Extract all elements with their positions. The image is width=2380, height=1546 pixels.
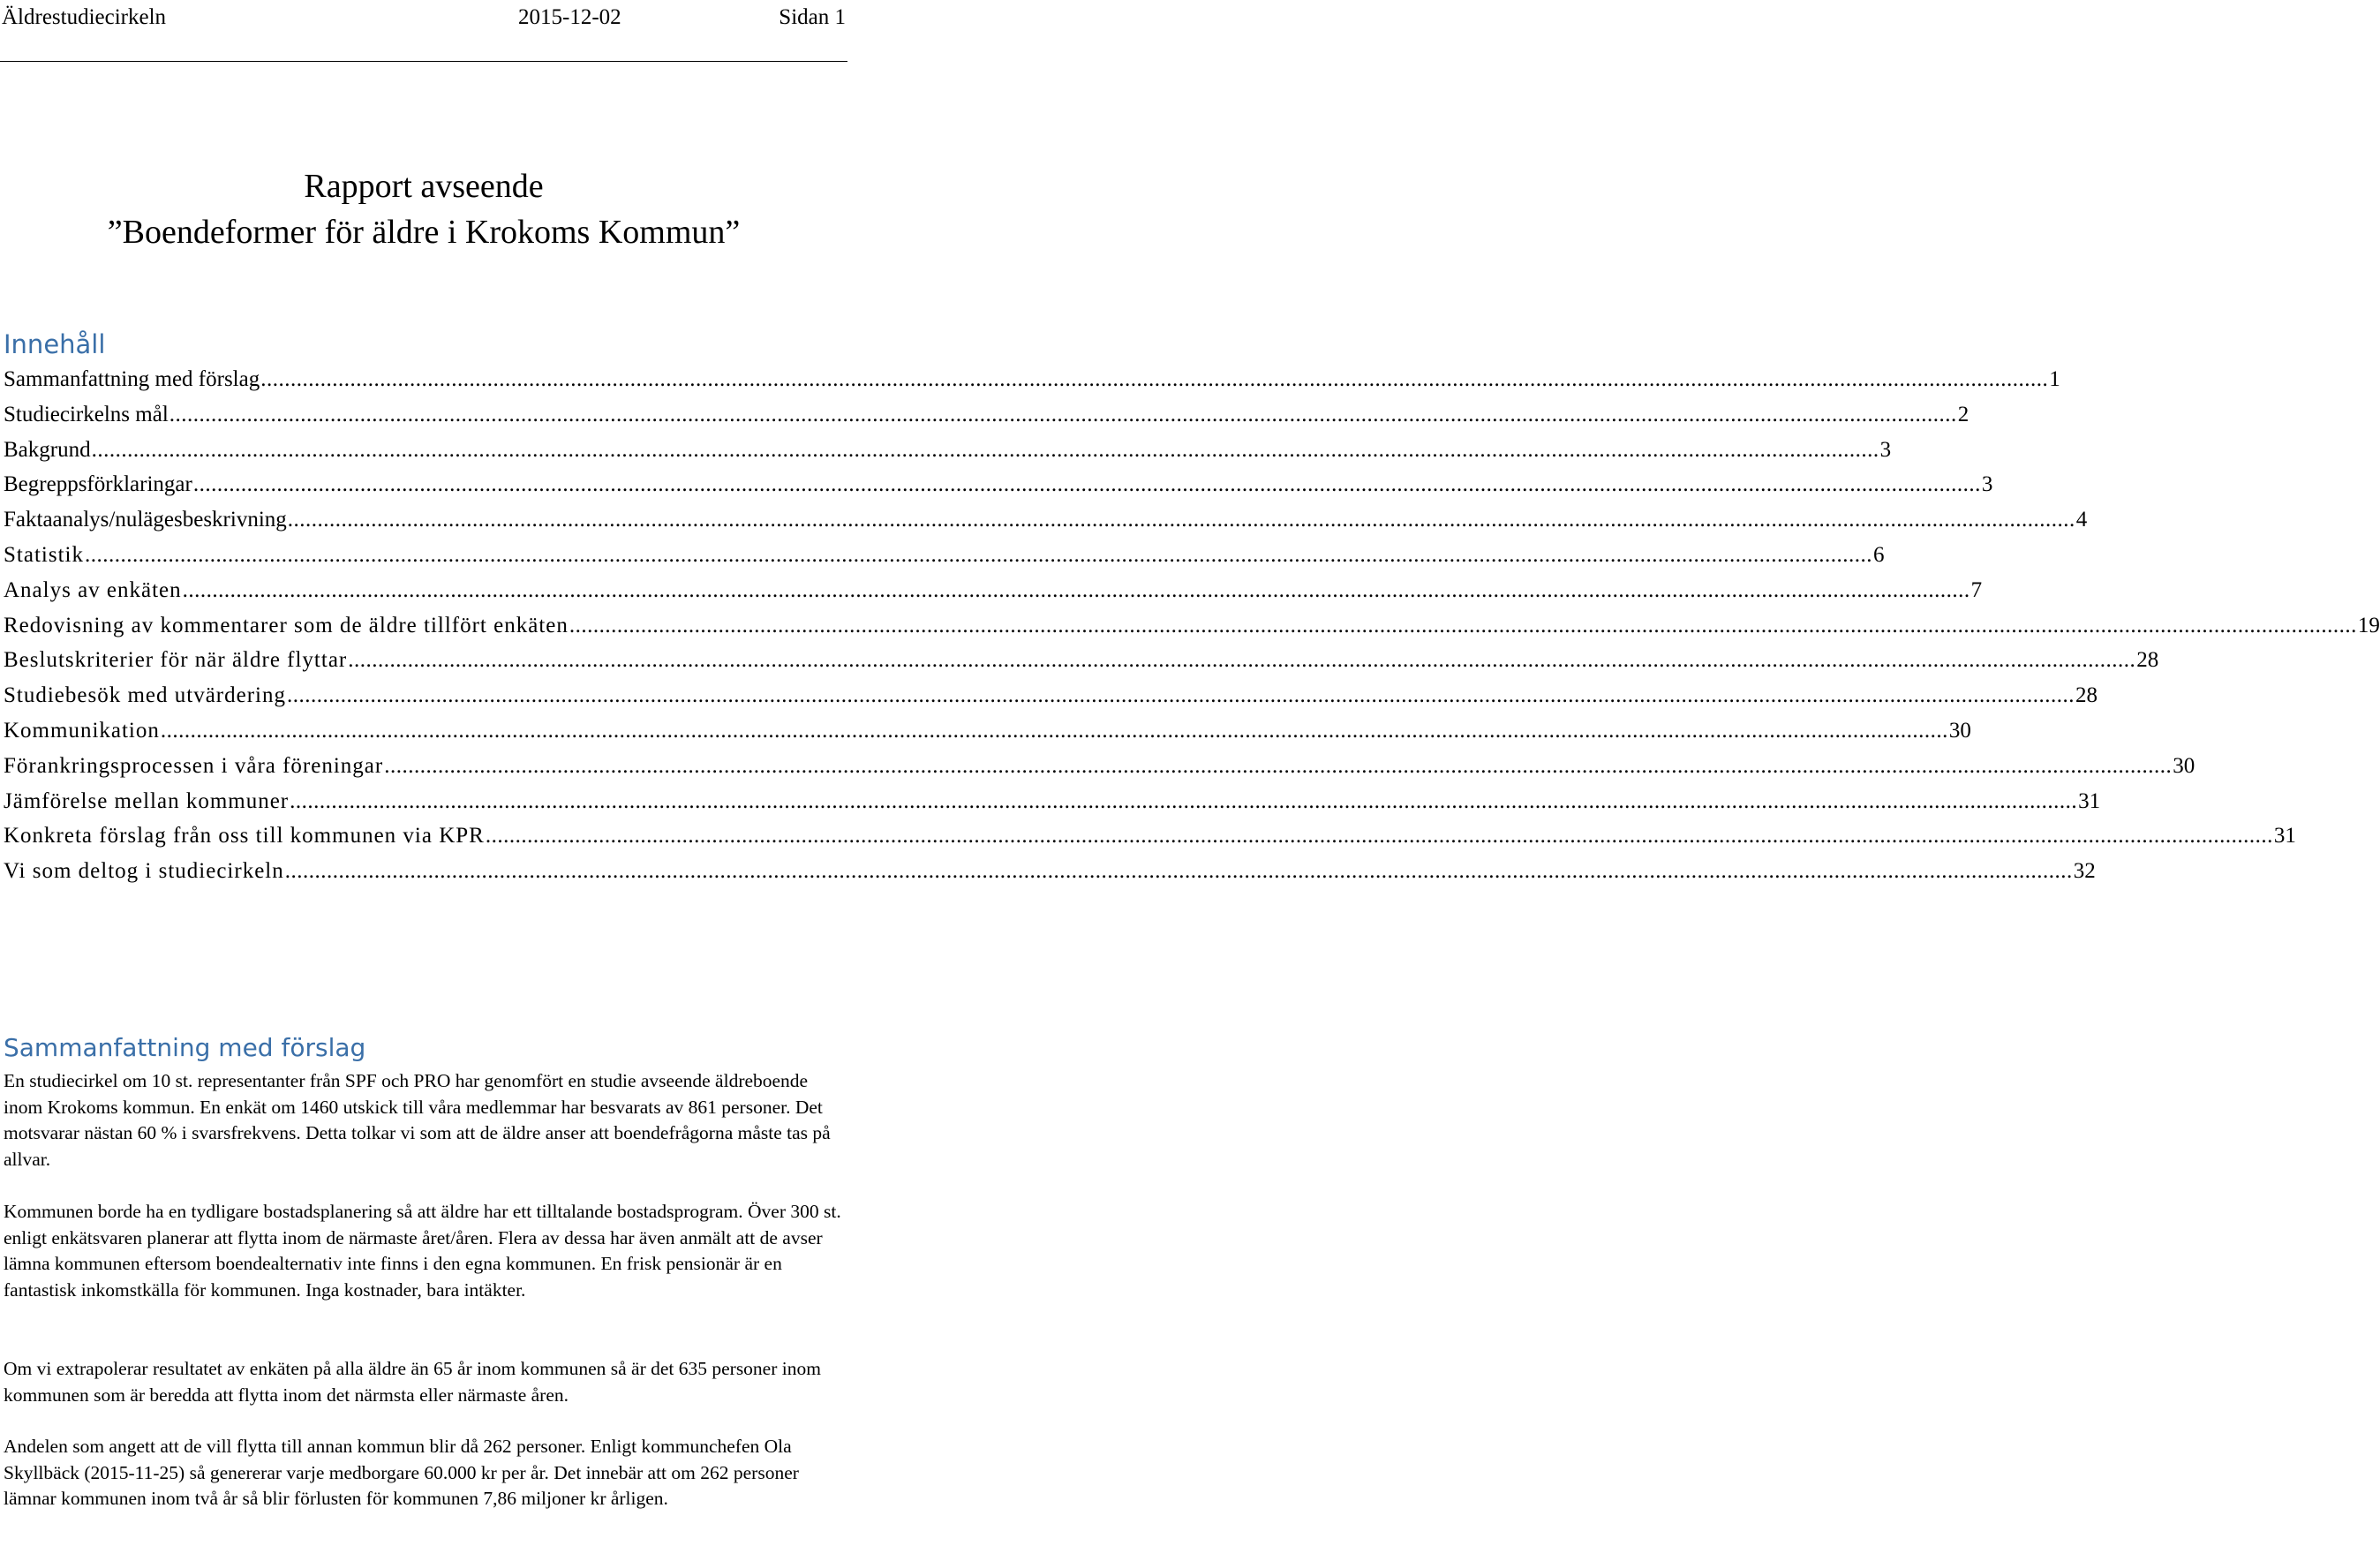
toc-entry-studiebesok[interactable]	[4, 678, 2098, 713]
toc-entry-page: 7	[1970, 577, 1983, 602]
toc-entry-label: Sammanfattning med förslag	[4, 367, 260, 391]
summary-paragraph-4	[4, 1434, 842, 1512]
toc-entry-bakgrund[interactable]	[4, 433, 1892, 468]
toc-leader-dots: ............................................................................................................................................................................................................................................................................................................	[287, 683, 2075, 708]
toc-leader-dots: ............................................................................................................................................................................................................................................................................................................	[260, 367, 2049, 391]
toc-entry-jamforelse[interactable]	[4, 784, 2101, 819]
toc-entry-page: 32	[2073, 859, 2096, 884]
toc-entry-page: 2	[1957, 402, 1970, 426]
toc-entry-begrepp[interactable]	[4, 467, 1993, 502]
toc-entry-page: 6	[1872, 542, 1885, 567]
toc-entry-forankring[interactable]	[4, 749, 2195, 784]
toc-entry-label: Studiebesök med utvärdering	[4, 683, 286, 708]
paragraph-text: Om vi extrapolerar resultatet av enkäten på alla äldre än 65 år inom kommunen så är det 635 personer inom kommunen som är beredda att flytta inom det närmsta eller närmaste åren.	[4, 1358, 821, 1406]
toc-leader-dots: ............................................................................................................................................................................................................................................................................................................	[284, 859, 2073, 884]
toc-entry-statistik[interactable]	[4, 538, 1885, 573]
toc-entry-label: Bakgrund	[4, 437, 91, 462]
toc-entry-faktaanalys[interactable]	[4, 502, 2088, 538]
toc-entry-page: 3	[1879, 437, 1892, 462]
toc-entry-page: 28	[2136, 648, 2159, 673]
toc-leader-dots: ............................................................................................................................................................................................................................................................................................................	[192, 472, 1981, 497]
toc-leader-dots: ............................................................................................................................................................................................................................................................................................................	[384, 753, 2173, 778]
paragraph-text: Kommunen borde ha en tydligare bostadsplanering så att äldre har ett tilltalande bostadsprogram. Över 300 st. enligt enkätsvaren planerar att flytta inom de närmaste året/åren. Flera av dessa har även anmält att de avser lämna kommunen eftersom boendealternativ inte finns i den egna kommunen. En frisk pensionär är en fantastisk inkomstkälla för kommunen. Inga kostnader, bara intäkter.	[4, 1201, 841, 1301]
toc-entry-mal[interactable]	[4, 397, 1970, 433]
toc-entry-page: 19	[2357, 613, 2380, 637]
toc-entry-sammanfattning[interactable]	[4, 362, 2060, 397]
summary-paragraph-2	[4, 1199, 842, 1303]
toc-entry-page: 4	[2075, 508, 2088, 532]
toc-leader-dots: ............................................................................................................................................................................................................................................................................................................	[182, 577, 1970, 602]
report-title-line2: ”Boendeformer för äldre i Krokoms Kommun”	[107, 214, 741, 251]
toc-entry-analys[interactable]	[4, 573, 1983, 608]
paragraph-text: En studiecirkel om 10 st. representanter från SPF och PRO har genomfört en studie avseende äldreboende inom Krokoms kommun. En enkät om 1460 utskick till våra medlemmar har besvarats av 861 personer. Det motsvarar nästan 60 % i svarsfrekvens. Detta tolkar vi som att de äldre anser att boendefrågorna måste tas på allvar.	[4, 1070, 831, 1170]
toc-entry-page: 31	[2273, 824, 2296, 848]
toc-entry-label: Beslutskriterier för när äldre flyttar	[4, 648, 348, 673]
toc-entry-kommentarer[interactable]	[4, 608, 2380, 644]
toc-entry-label: Faktaanalys/nulägesbeskrivning	[4, 508, 287, 532]
toc-entry-label: Kommunikation	[4, 718, 160, 743]
toc-entry-label: Analys av enkäten	[4, 577, 182, 602]
toc-leader-dots: ............................................................................................................................................................................................................................................................................................................	[569, 613, 2357, 637]
toc-leader-dots: ............................................................................................................................................................................................................................................................................................................	[287, 508, 2075, 532]
header-study-circle: Äldrestudiecirkeln	[2, 5, 167, 29]
summary-paragraph-3	[4, 1356, 842, 1408]
header-date: 2015-12-02	[518, 5, 621, 29]
toc-entry-label: Statistik	[4, 542, 84, 567]
toc-entry-kommunikation[interactable]	[4, 713, 1971, 749]
toc-entry-label: Redovisning av kommentarer som de äldre tillfört enkäten	[4, 613, 569, 637]
toc-entry-label: Studiecirkelns mål	[4, 402, 169, 426]
toc-entry-deltog[interactable]	[4, 854, 2096, 889]
toc-leader-dots: ............................................................................................................................................................................................................................................................................................................	[91, 437, 1879, 462]
toc-entry-label: Förankringsprocessen i våra föreningar	[4, 753, 384, 778]
paragraph-text: Andelen som angett att de vill flytta till annan kommun blir då 262 personer. Enligt kommunchefen Ola Skyllbäck (2015-11-25) så genererar varje medborgare 60.000 kr per år. Det innebär att om 262 personer lämnar kommunen inom två år så blir förlusten för kommunen 7,86 miljoner kr årligen.	[4, 1436, 799, 1509]
toc-leader-dots: ............................................................................................................................................................................................................................................................................................................	[160, 718, 1948, 743]
toc-entry-label: Vi som deltog i studiecirkeln	[4, 859, 284, 884]
toc-entry-page: 30	[2173, 753, 2195, 778]
toc-entry-label: Konkreta förslag från oss till kommunen via KPR	[4, 824, 485, 848]
toc-entry-page: 3	[1981, 472, 1993, 497]
toc-entry-page: 30	[1948, 718, 1971, 743]
header-divider	[0, 61, 847, 62]
summary-paragraph-1	[4, 1068, 842, 1173]
header-page-number: Sidan 1	[779, 5, 846, 29]
toc-heading: Innehåll	[4, 329, 106, 359]
toc-entry-konkreta-forslag[interactable]	[4, 818, 2296, 854]
report-title-line1: Rapport avseende	[304, 168, 544, 205]
table-of-contents	[4, 362, 2380, 889]
toc-entry-label: Begreppsförklaringar	[4, 472, 192, 497]
toc-entry-beslutskriterier[interactable]	[4, 643, 2159, 678]
section-heading-summary: Sammanfattning med förslag	[4, 1033, 366, 1062]
toc-leader-dots: ............................................................................................................................................................................................................................................................................................................	[485, 824, 2273, 848]
toc-entry-page: 31	[2078, 788, 2101, 813]
report-title	[0, 163, 847, 255]
toc-leader-dots: ............................................................................................................................................................................................................................................................................................................	[348, 648, 2136, 673]
toc-leader-dots: ............................................................................................................................................................................................................................................................................................................	[84, 542, 1872, 567]
toc-leader-dots: ............................................................................................................................................................................................................................................................................................................	[290, 788, 2078, 813]
toc-entry-label: Jämförelse mellan kommuner	[4, 788, 290, 813]
page-header	[0, 0, 847, 35]
toc-leader-dots: ............................................................................................................................................................................................................................................................................................................	[169, 402, 1957, 426]
toc-entry-page: 28	[2075, 683, 2098, 708]
toc-entry-page: 1	[2049, 367, 2060, 391]
